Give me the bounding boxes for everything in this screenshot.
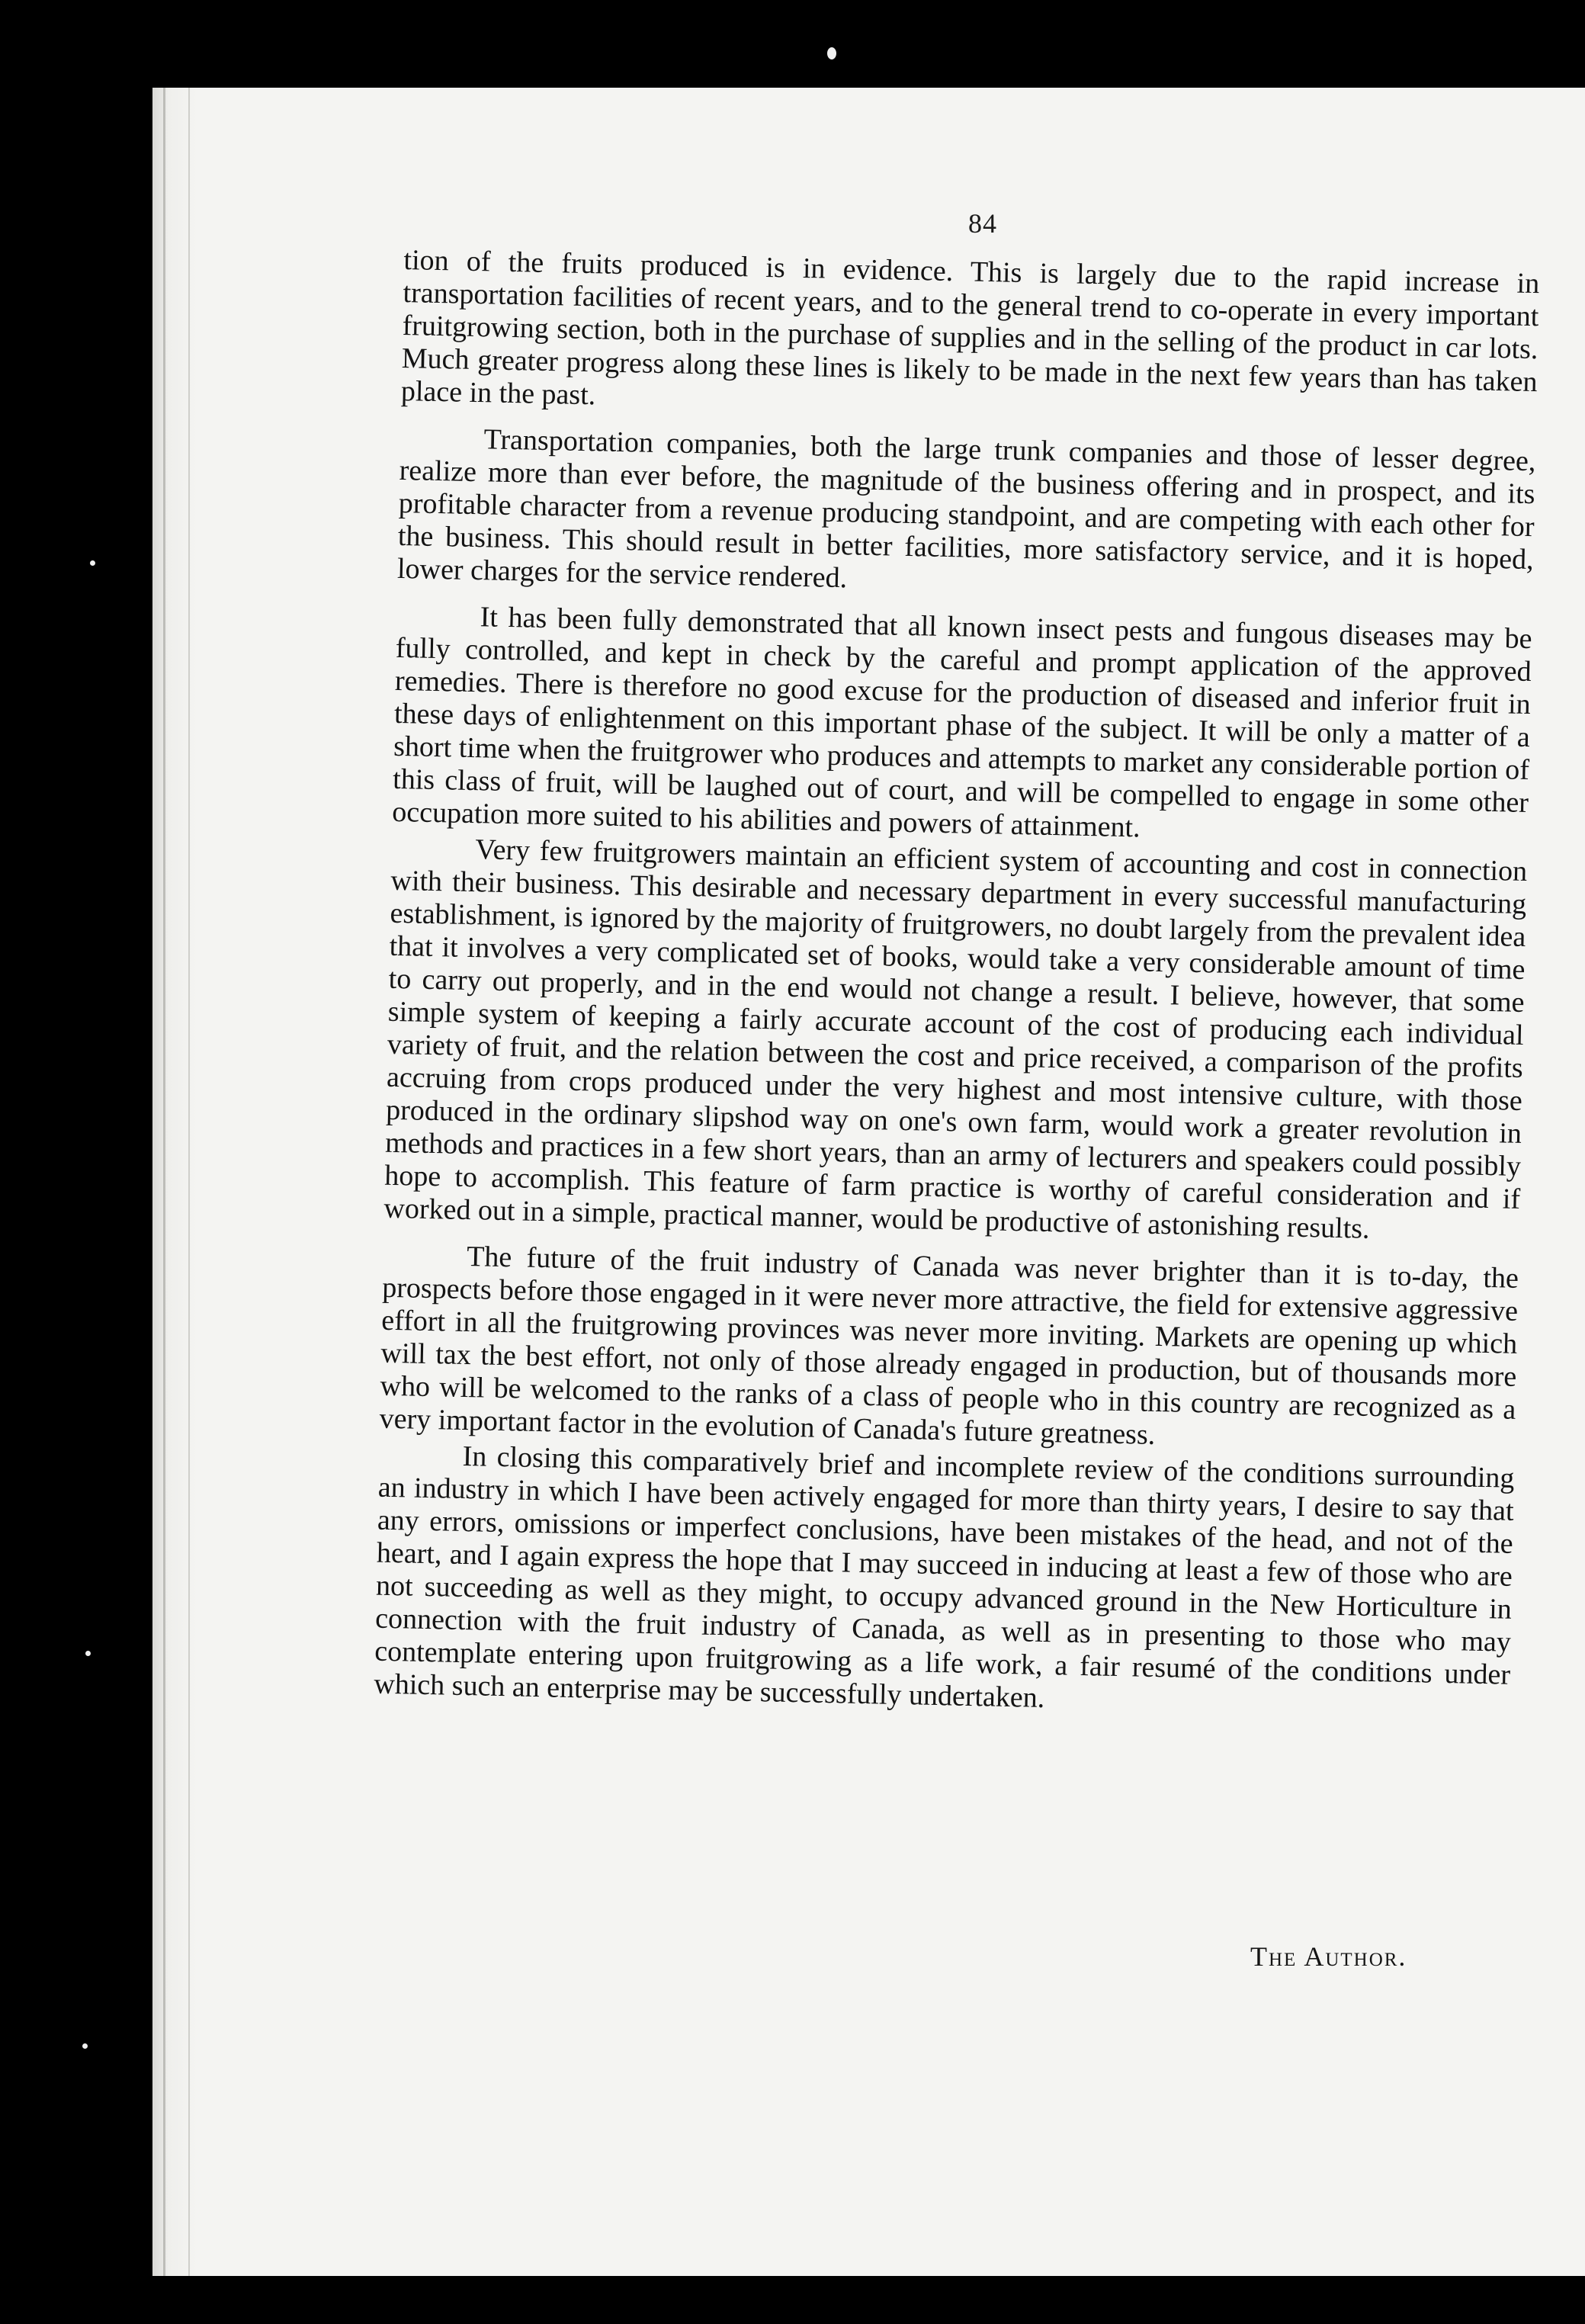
scan-speck [827,47,836,59]
scan-speck [90,560,95,566]
paragraph: The future of the fruit industry of Canada was never brighter than it is to-day, the prospects before those engaged in it were never more attractive, the field for extensive aggressive effort in all the fruitgrowing provinces was never more inviting. Markets are opening up which will tax the best effort, not only of those already engaged in production, but of thousands more who will be welcomed to the ranks of a class of people who in this country are recognized as a very important factor in the evolution of Canada's future greatness. [379,1241,1519,1451]
paragraph: In closing this comparatively brief and incomplete review of the conditions surrounding an industry in which I have been actively engaged for more than thirty years, I desire to say that any errors, omissions or imperfect conclusions, have been mistakes of the head, and not of the heart, and I again express the hope that I may succeed in inducing at least a few of those who are not succeeding as well as they might, to occupy advanced ground in the New Horticulture in connection with the fruit industry of Canada, as well as in presenting to those who may contemplate entering upon fruitgrowing as a life work, a fair resumé of the conditions under which such an enterprise may be successfully undertaken. [373,1440,1515,1715]
paragraph: It has been fully demonstrated that all known insect pests and fungous diseases may be fully controlled, and kept in check by the careful and prompt application of the approved remedies. There is therefore no good excuse for the production of diseased and inferior fruit in these days of enlightenment on this important phase of the subject. It will be only a matter of a short time when the fruitgrower who produces and attempts to market any considerable portion of this class of fruit, will be laughed out of court, and will be compelled to engage in some other occupation more suited to his abilities and powers of attainment. [391,601,1532,844]
paragraph: Very few fruitgrowers maintain an efficient system of accounting and cost in connection with their business. This desirable and necessary department in every successful manufacturing establishment, is ignored by the majority of fruitgrowers, no doubt largely from the prevalent idea that it involves a very complicated set of books, would take a very considerable amount of time to carry out properly, and in the end would not change a result. I believe, however, that some simple system of keeping a fairly accurate account of the cost of producing each individual variety of fruit, and the relation between the cost and price received, a comparison of the profits accruing from crops produced under the very highest and most intensive culture, with those produced in the ordinary slipshod way on one's own farm, would work a greater revolution in methods and practices in a few short years, than an army of lecturers and speakers could possibly hope to accomplish. This feature of farm practice is worthy of careful consideration and if worked out in a simple, practical manner, would be productive of astonishing results. [383,833,1528,1245]
scan-speck [82,2043,88,2049]
paragraph: tion of the fruits produced is in evidence. This is largely due to the rapid increase in transportation facilities of recent years, and to the general trend to co-operate in every important fruitgrowing section, both in the purchase of supplies and in the selling of the product in car lots. Much greater progress along these lines is likely to be made in the next few years than has taken place in the past. [400,244,1540,412]
scan-speck [85,1651,91,1656]
page-number: 84 [968,208,997,239]
author-signature: The Author. [1250,1941,1407,1972]
paragraph: Transportation companies, both the large trunk companies and those of lesser degree, realize more than ever before, the magnitude of the business offering and in prospect, and its profitable character from a revenue producing standpoint, and are competing with each other for the business. This should result in better facilities, more satisfactory service, and it is hoped, lower charges for the service rendered. [396,423,1536,595]
body-text [374,244,1540,1725]
page-edge-lines [163,88,190,2276]
